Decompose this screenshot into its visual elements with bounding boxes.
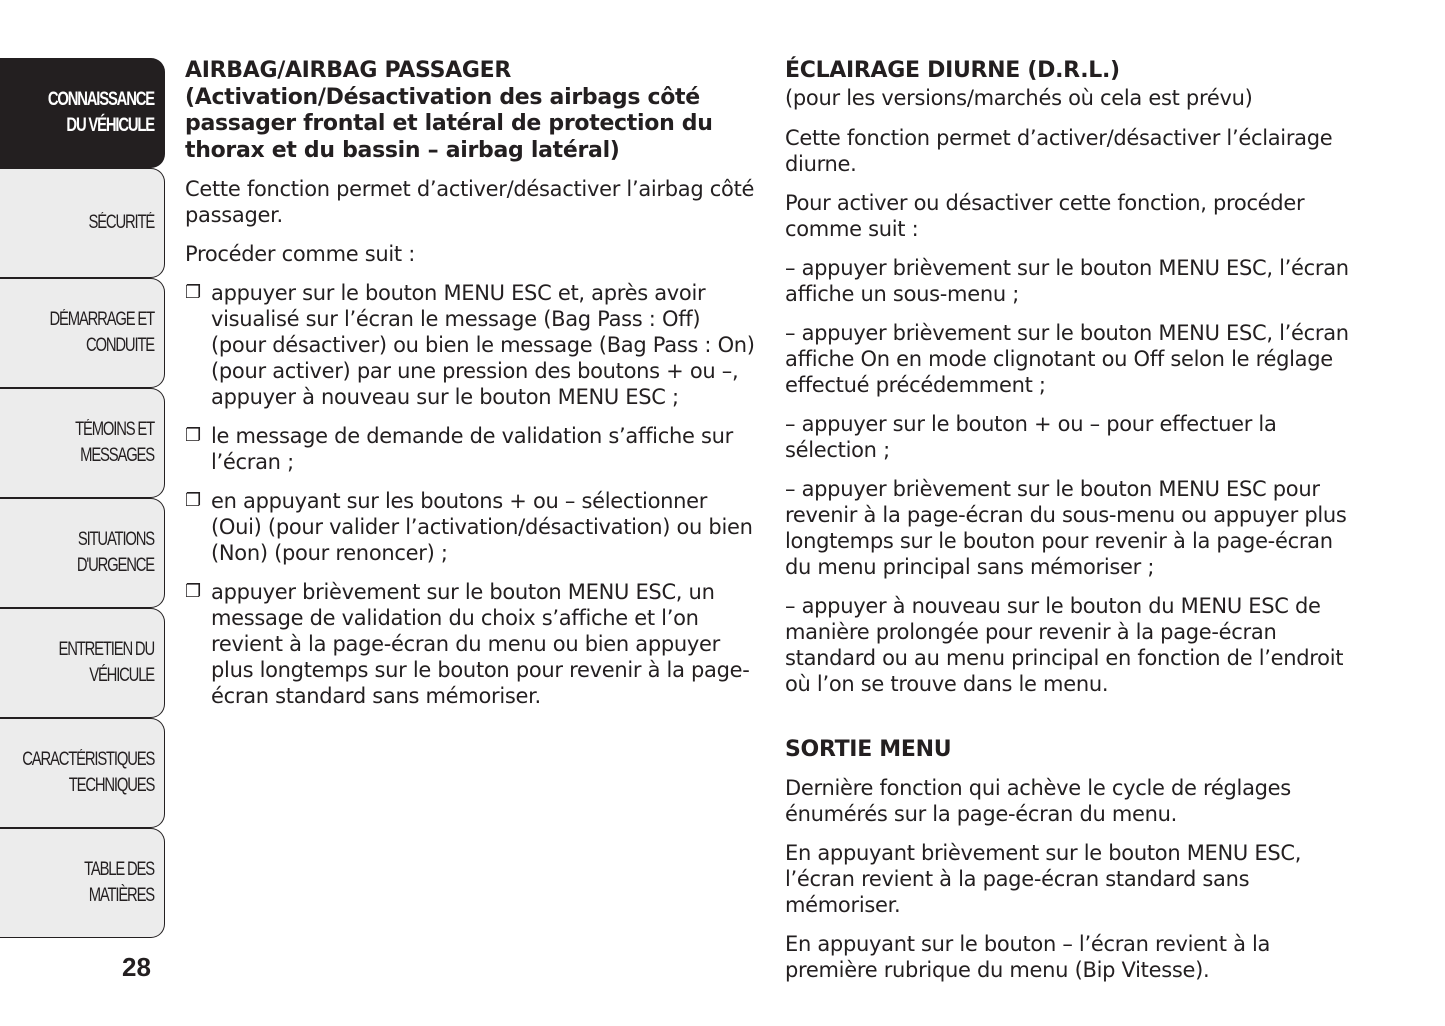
paragraph: – appuyer brièvement sur le bouton MENU ESC, l’écran affiche On en mode clignotant ou Off selon le réglage effectué précédemment ;: [785, 320, 1349, 397]
left-column: [185, 58, 760, 722]
bullet-item: ❐ en appuyant sur les boutons + ou – sélectionner (Oui) (pour valider l’activation/désactivation) ou bien (Non) (pour renoncer) ;: [185, 488, 760, 566]
paragraph: En appuyant sur le bouton – l’écran revient à la première rubrique du menu (Bip Vitesse).: [785, 931, 1271, 982]
right-column: [785, 58, 1360, 996]
paragraph: – appuyer brièvement sur le bouton MENU ESC pour revenir à la page-écran du sous-menu ou appuyer plus longtemps sur le bouton pour revenir à la page-écran du menu principal sans mémoriser ;: [785, 476, 1347, 579]
paragraph: Dernière fonction qui achève le cycle de réglages énumérés sur la page-écran du menu.: [785, 775, 1291, 826]
bullet-item: ❐ appuyer sur le bouton MENU ESC et, après avoir visualisé sur l’écran le message (Bag Pass : Off) (pour désactiver) ou bien le message (Bag Pass : On) (pour activer) par une pression des boutons + ou –, appuyer à nouveau sur le bouton MENU ESC ;: [185, 280, 760, 410]
tab-situations-d-urgence[interactable]: SITUATIONS D'URGENCE: [0, 498, 165, 608]
paragraph: Procéder comme suit :: [185, 242, 416, 266]
tab-table-des-matieres[interactable]: TABLE DES MATIÈRES: [0, 828, 165, 938]
paragraph: – appuyer à nouveau sur le bouton du MENU ESC de manière prolongée pour revenir à la page-écran standard ou au menu principal en fonction de l’endroit où l’on se trouve dans le menu.: [785, 593, 1344, 696]
sortie-menu-heading: SORTIE MENU: [785, 736, 952, 762]
paragraph: Cette fonction permet d’activer/désactiver l’éclairage diurne.: [785, 125, 1333, 176]
paragraph: – appuyer brièvement sur le bouton MENU ESC, l’écran affiche un sous-menu ;: [785, 255, 1349, 306]
drl-heading: ÉCLAIRAGE DIURNE (D.R.L.): [785, 58, 1120, 83]
paragraph: – appuyer sur le bouton + ou – pour effectuer la sélection ;: [785, 411, 1277, 462]
tab-temoins-et-messages[interactable]: TÉMOINS ET MESSAGES: [0, 388, 165, 498]
tab-connaissance-du-vehicule[interactable]: CONNAISSANCE DU VÉHICULE: [0, 58, 165, 168]
tab-securite[interactable]: SÉCURITÉ: [0, 168, 165, 278]
page-number: 28: [122, 952, 151, 982]
drl-subtitle: (pour les versions/marchés où cela est prévu): [785, 85, 1253, 110]
tab-caracteristiques-techniques[interactable]: CARACTÉRISTIQUES TECHNIQUES: [0, 718, 165, 828]
paragraph: Pour activer ou désactiver cette fonction, procéder comme suit :: [785, 190, 1305, 241]
paragraph: En appuyant brièvement sur le bouton MENU ESC, l’écran revient à la page-écran standard sans mémoriser.: [785, 840, 1302, 917]
section-tabs: [0, 58, 165, 938]
paragraph: Cette fonction permet d’activer/désactiver l’airbag côté passager.: [185, 177, 755, 227]
bullet-item: ❐ appuyer brièvement sur le bouton MENU ESC, un message de validation du choix s’affiche et l’on revient à la page-écran du menu ou bien appuyer plus longtemps sur le bouton pour revenir à la page-écran standard sans mémoriser.: [185, 579, 760, 709]
tab-entretien-du-vehicule[interactable]: ENTRETIEN DU VÉHICULE: [0, 608, 165, 718]
bullet-item: ❐ le message de demande de validation s’affiche sur l’écran ;: [185, 423, 760, 475]
tab-demarrage-et-conduite[interactable]: DÉMARRAGE ET CONDUITE: [0, 278, 165, 388]
airbag-heading: AIRBAG/AIRBAG PASSAGER (Activation/Désactivation des airbags côté passager frontal et latéral de protection du thorax et du bassin – airbag latéral): [185, 58, 713, 163]
